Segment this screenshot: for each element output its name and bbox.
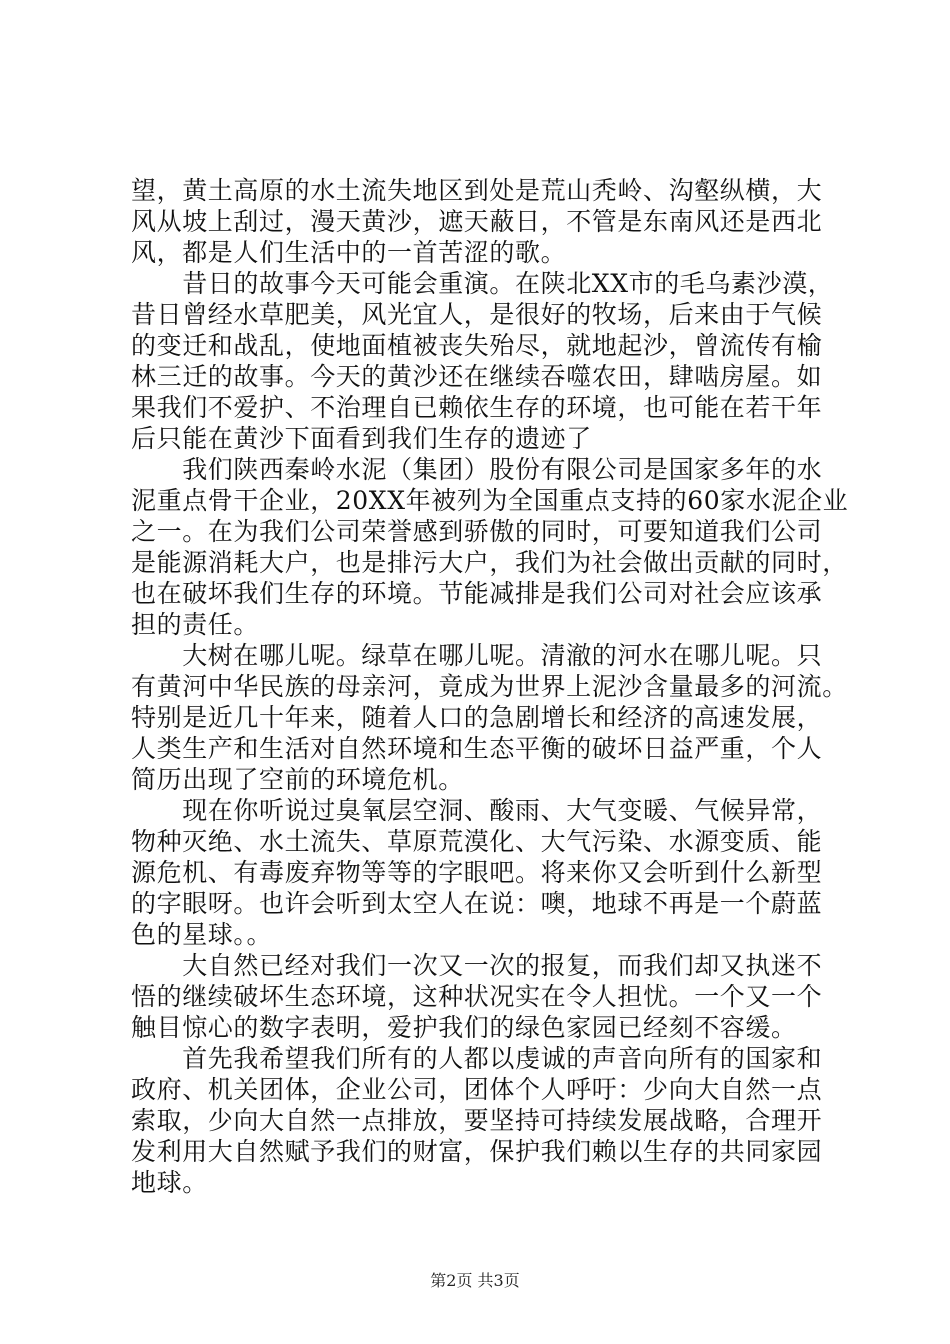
text-line: 也在破坏我们生存的环境。节能减排是我们公司对社会应该承	[131, 579, 823, 608]
text-line: 政府、机关团体，企业公司，团体个人呼吁：少向大自然一点	[131, 1075, 823, 1104]
text-line: 风，都是人们生活中的一首苦涩的歌。	[131, 238, 567, 267]
text-line: 物种灭绝、水土流失、草原荒漠化、大气污染、水源变质、能	[131, 827, 823, 856]
text-line: 泥重点骨干企业，20XX年被列为全国重点支持的60家水泥企业	[131, 486, 849, 515]
text-line: 源危机、有毒废弃物等等的字眼吧。将来你又会听到什么新型	[131, 858, 823, 887]
text-line: 大树在哪儿呢。绿草在哪儿呢。清澈的河水在哪儿呢。只	[131, 641, 823, 670]
text-line: 发利用大自然赋予我们的财富，保护我们赖以生存的共同家园	[131, 1137, 823, 1166]
text-line: 昔日的故事今天可能会重演。在陕北XX市的毛乌素沙漠，	[131, 269, 834, 298]
text-line: 索取，少向大自然一点排放，要坚持可持续发展战略，合理开	[131, 1106, 823, 1135]
page-number-footer: 第2页 共3页	[430, 1271, 520, 1290]
text-line: 特别是近几十年来，随着人口的急剧增长和经济的高速发展，	[131, 703, 823, 732]
text-line: 地球。	[131, 1168, 208, 1197]
text-line: 简历出现了空前的环境危机。	[131, 765, 464, 794]
text-line: 大自然已经对我们一次又一次的报复，而我们却又执迷不	[131, 951, 823, 980]
text-line: 望，黄土高原的水土流失地区到处是荒山秃岭、沟壑纵横，大	[131, 176, 823, 205]
text-line: 悟的继续破坏生态环境，这种状况实在令人担忧。一个又一个	[131, 982, 823, 1011]
text-line: 有黄河中华民族的母亲河，竟成为世界上泥沙含量最多的河流。	[131, 672, 848, 701]
text-line: 之一。在为我们公司荣誉感到骄傲的同时，可要知道我们公司	[131, 517, 823, 546]
text-line: 的字眼呀。也许会听到太空人在说：噢，地球不再是一个蔚蓝	[131, 889, 823, 918]
text-line: 人类生产和生活对自然环境和生态平衡的破坏日益严重，个人	[131, 734, 823, 763]
text-line: 果我们不爱护、不治理自已赖依生存的环境，也可能在若干年	[131, 393, 823, 422]
text-line: 后只能在黄沙下面看到我们生存的遗迹了	[131, 424, 592, 453]
text-line: 现在你听说过臭氧层空洞、酸雨、大气变暖、气候异常，	[131, 796, 823, 825]
text-line: 林三迁的故事。今天的黄沙还在继续吞噬农田，肆啮房屋。如	[131, 362, 823, 391]
text-line: 触目惊心的数字表明，爱护我们的绿色家园已经刻不容缓。	[131, 1013, 797, 1042]
text-line: 首先我希望我们所有的人都以虔诚的声音向所有的国家和	[131, 1044, 823, 1073]
text-line: 我们陕西秦岭水泥（集团）股份有限公司是国家多年的水	[131, 455, 823, 484]
text-line: 风从坡上刮过，漫天黄沙，遮天蔽日，不管是东南风还是西北	[131, 207, 823, 236]
text-line: 色的星球。。	[131, 920, 273, 949]
text-line: 是能源消耗大户，也是排污大户，我们为社会做出贡献的同时，	[131, 548, 848, 577]
text-line: 昔日曾经水草肥美，风光宜人，是很好的牧场，后来由于气候	[131, 300, 823, 329]
text-line: 担的责任。	[131, 610, 260, 639]
text-line: 的变迁和战乱，使地面植被丧失殆尽，就地起沙，曾流传有榆	[131, 331, 823, 360]
